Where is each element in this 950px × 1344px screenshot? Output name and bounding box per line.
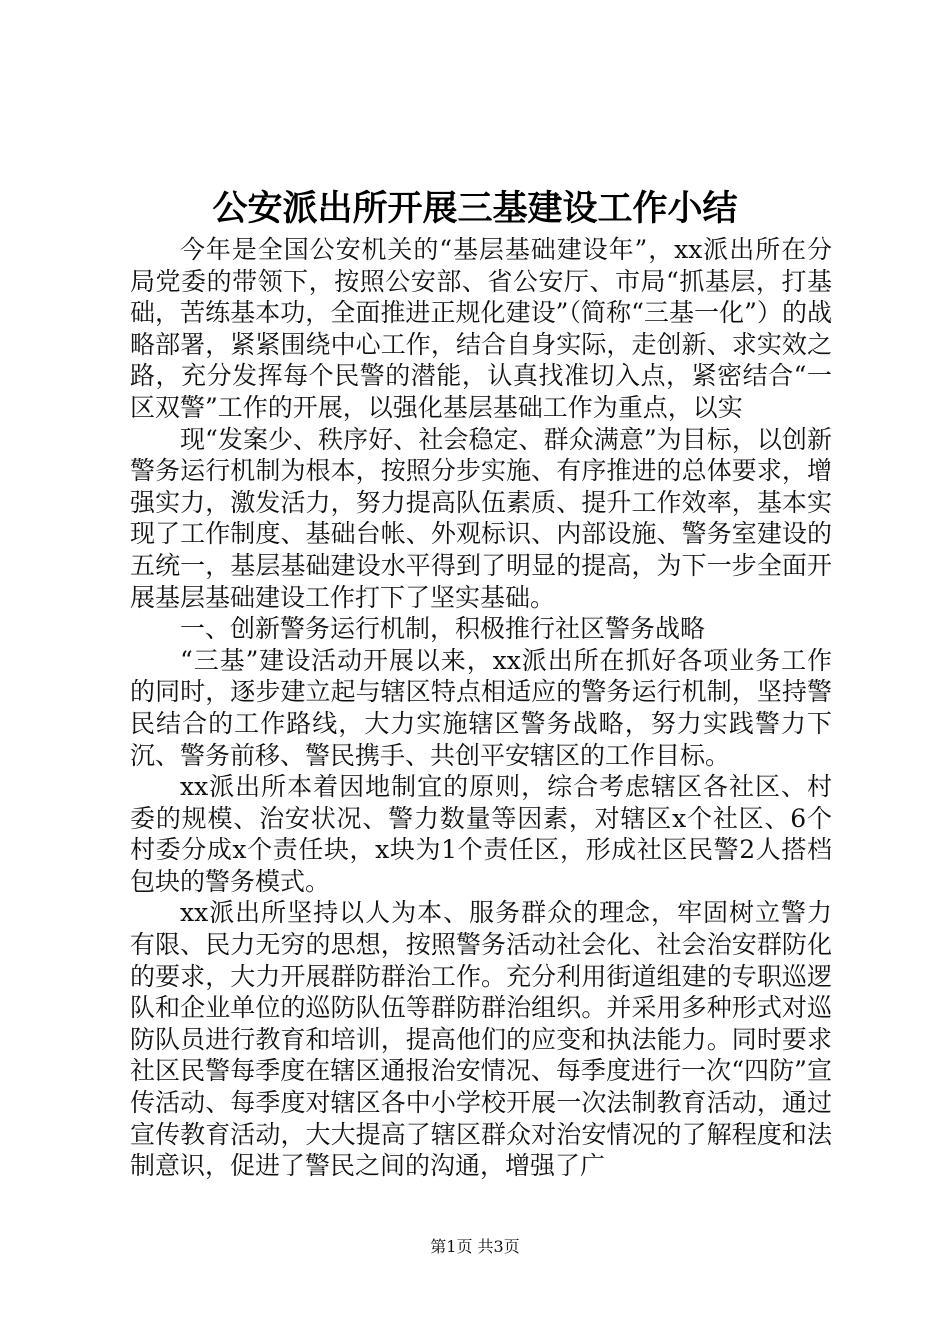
paragraph-goals: 现“发案少、秩序好、社会稳定、群众满意”为目标，以创新警务运行机制为根本，按照分步实施、有序推进的总体要求，增强实力，激发活力，努力提高队伍素质、提升工作效率，基本实现了工作制度、基础台帐、外观标识、内部设施、警务室建设的五统一，基层基础建设水平得到了明显的提高，为下一步全面开展基层基础建设工作打下了坚实基础。 [130, 424, 832, 612]
document-body [130, 234, 832, 1182]
page-footer: 第1页 共3页 [430, 1237, 520, 1256]
document-title: 公安派出所开展三基建设工作小结 [212, 188, 738, 229]
paragraph-responsibility-areas: xx派出所本着因地制宜的原则，综合考虑辖区各社区、村委的规模、治安状况、警力数量等因素，对辖区x个社区、6个村委分成x个责任块，x块为1个责任区，形成社区民警2人搭档包块的警务模式。 [130, 772, 832, 896]
paragraph-mass-prevention: xx派出所坚持以人为本、服务群众的理念，牢固树立警力有限、民力无穷的思想，按照警务活动社会化、社会治安群防化的要求，大力开展群防群治工作。充分利用街道组建的专职巡逻队和企业单位的巡防队伍等群防群治组织。并采用多种形式对巡防队员进行教育和培训，提高他们的应变和执法能力。同时要求社区民警每季度在辖区通报治安情况、每季度进行一次“四防”宣传活动、每季度对辖区各中小学校开展一次法制教育活动，通过宣传教育活动，大大提高了辖区群众对治安情况的了解程度和法制意识，促进了警民之间的沟通，增强了广 [130, 898, 832, 1181]
paragraph-intro: 今年是全国公安机关的“基层基础建设年”，xx派出所在分局党委的带领下，按照公安部、省公安厅、市局“抓基层，打基础，苦练基本功，全面推进正规化建设”（简称“三基一化”）的战略部署，紧紧围绕中心工作，结合自身实际，走创新、求实效之路，充分发挥每个民警的潜能，认真找准切入点，紧密结合“一区双警”工作的开展，以强化基层基础工作为重点，以实 [130, 235, 832, 422]
section-heading-1: 一、创新警务运行机制，积极推行社区警务战略 [180, 614, 706, 644]
paragraph-mechanism: “三基”建设活动开展以来，xx派出所在抓好各项业务工作的同时，逐步建立起与辖区特点相适应的警务运行机制，坚持警民结合的工作路线，大力实施辖区警务战略，努力实践警力下沉、警务前移、警民携手、共创平安辖区的工作目标。 [130, 645, 832, 770]
